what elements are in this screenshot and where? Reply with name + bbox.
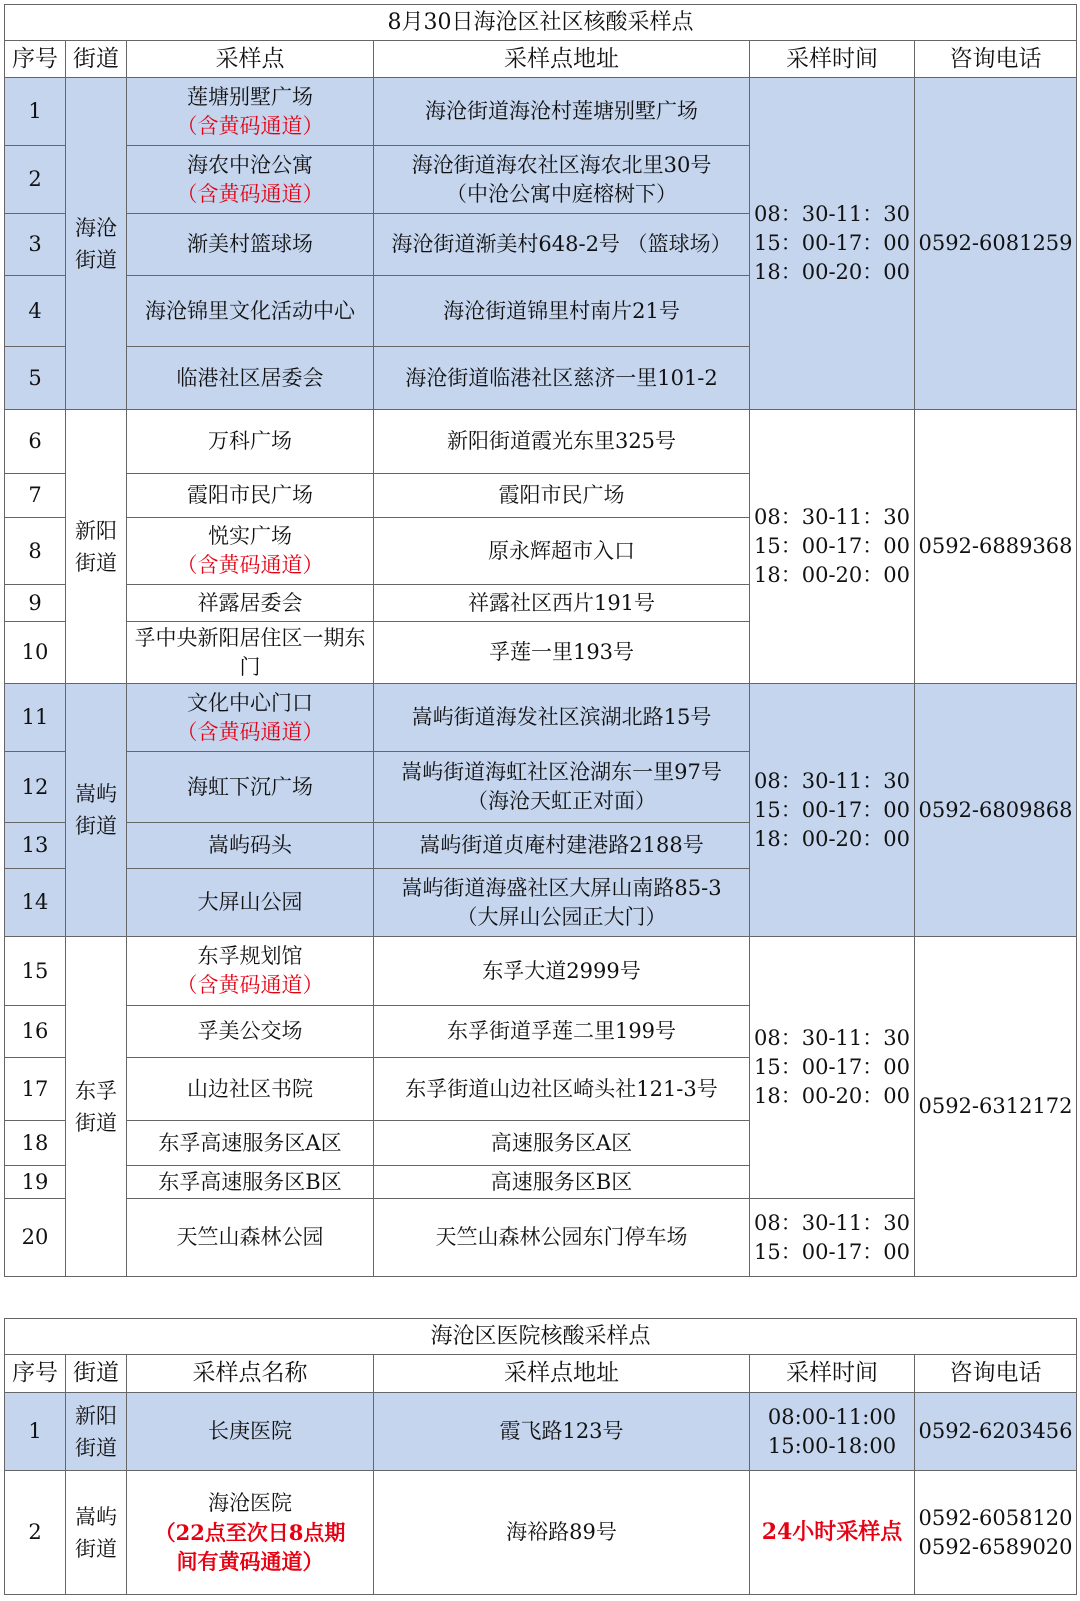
site-name: 东孚高速服务区A区 <box>127 1121 374 1166</box>
header-phone: 咨询电话 <box>915 41 1077 78</box>
table-title: 8月30日海沧区社区核酸采样点 <box>5 5 1077 41</box>
row-no: 1 <box>5 1393 66 1471</box>
yellow-code-note: （含黄码通道） <box>176 181 324 206</box>
row-no: 19 <box>5 1166 66 1199</box>
row-no: 18 <box>5 1121 66 1166</box>
header-street: 街道 <box>66 41 127 78</box>
header-time: 采样时间 <box>750 41 915 78</box>
site-address: 海沧街道海沧村莲塘别墅广场 <box>374 78 750 146</box>
site-name: 山边社区书院 <box>127 1058 374 1121</box>
site-name: 海虹下沉广场 <box>127 752 374 823</box>
sampling-time: 24小时采样点 <box>750 1471 915 1595</box>
site-name: 大屏山公园 <box>127 869 374 937</box>
row-no: 16 <box>5 1006 66 1058</box>
site-name: 东孚高速服务区B区 <box>127 1166 374 1199</box>
site-address: 东孚街道孚莲二里199号 <box>374 1006 750 1058</box>
row-no: 6 <box>5 410 66 474</box>
header-no: 序号 <box>5 1355 66 1393</box>
table-row <box>5 937 1077 1006</box>
yellow-code-note: （含黄码通道） <box>176 719 324 744</box>
header-street: 街道 <box>66 1355 127 1393</box>
site-address: 原永辉超市入口 <box>374 518 750 585</box>
site-address: 新阳街道霞光东里325号 <box>374 410 750 474</box>
row-no: 14 <box>5 869 66 937</box>
site-address: 东孚街道山边社区崎头社121-3号 <box>374 1058 750 1121</box>
site-address: 嵩屿街道海虹社区沧湖东一里97号 （海沧天虹正对面） <box>374 752 750 823</box>
table-row <box>5 1393 1077 1471</box>
row-no: 12 <box>5 752 66 823</box>
site-address: 海沧街道锦里村南片21号 <box>374 276 750 347</box>
row-no: 8 <box>5 518 66 585</box>
site-name: 海农中沧公寓 （含黄码通道） <box>127 146 374 214</box>
street-name: 新阳街道 <box>66 410 127 684</box>
row-no: 17 <box>5 1058 66 1121</box>
site-name: 孚中央新阳居住区一期东门 <box>127 622 374 684</box>
row-no: 10 <box>5 622 66 684</box>
community-sampling-table <box>4 4 1077 1277</box>
site-address: 祥露社区西片191号 <box>374 585 750 622</box>
site-address: 嵩屿街道海盛社区大屏山南路85-3 （大屏山公园正大门） <box>374 869 750 937</box>
row-no: 9 <box>5 585 66 622</box>
site-address: 霞阳市民广场 <box>374 474 750 518</box>
row-no: 2 <box>5 146 66 214</box>
row-no: 5 <box>5 347 66 410</box>
yellow-code-note: （含黄码通道） <box>176 113 324 138</box>
sampling-time: 08：30-11：30 15：00-17：00 <box>750 1199 915 1277</box>
site-address: 霞飞路123号 <box>374 1393 750 1471</box>
table-separator <box>4 1281 1076 1318</box>
site-name: 孚美公交场 <box>127 1006 374 1058</box>
table-title: 海沧区医院核酸采样点 <box>5 1319 1077 1355</box>
row-no: 2 <box>5 1471 66 1595</box>
table-row <box>5 410 1077 474</box>
row-no: 13 <box>5 823 66 869</box>
header-phone: 咨询电话 <box>915 1355 1077 1393</box>
sampling-time: 08：30-11：30 15：00-17：00 18：00-20：00 <box>750 410 915 684</box>
yellow-code-note: （22点至次日8点期间有黄码通道） <box>154 1520 346 1574</box>
site-address: 嵩屿街道海发社区滨湖北路15号 <box>374 684 750 752</box>
sampling-time: 08：30-11：30 15：00-17：00 18：00-20：00 <box>750 684 915 937</box>
site-name: 海沧锦里文化活动中心 <box>127 276 374 347</box>
phone-number: 0592-6203456 <box>915 1393 1077 1471</box>
header-address: 采样点地址 <box>374 1355 750 1393</box>
site-name: 祥露居委会 <box>127 585 374 622</box>
phone-number: 0592-6081259 <box>915 78 1077 410</box>
site-name: 嵩屿码头 <box>127 823 374 869</box>
row-no: 11 <box>5 684 66 752</box>
header-address: 采样点地址 <box>374 41 750 78</box>
site-name: 霞阳市民广场 <box>127 474 374 518</box>
site-address: 海裕路89号 <box>374 1471 750 1595</box>
street-name: 嵩屿街道 <box>66 684 127 937</box>
table-row <box>5 1471 1077 1595</box>
row-no: 20 <box>5 1199 66 1277</box>
header-time: 采样时间 <box>750 1355 915 1393</box>
site-address: 海沧街道临港社区慈济一里101-2 <box>374 347 750 410</box>
table-row <box>5 684 1077 752</box>
site-address: 海沧街道海农社区海农北里30号 （中沧公寓中庭榕树下） <box>374 146 750 214</box>
yellow-code-note: （含黄码通道） <box>176 973 324 997</box>
row-no: 15 <box>5 937 66 1006</box>
row-no: 1 <box>5 78 66 146</box>
sampling-time: 08：30-11：30 15：00-17：00 18：00-20：00 <box>750 937 915 1199</box>
row-no: 7 <box>5 474 66 518</box>
site-name: 海沧医院 （22点至次日8点期间有黄码通道） <box>127 1471 374 1595</box>
site-name: 东孚规划馆 （含黄码通道） <box>127 937 374 1006</box>
street-name: 嵩屿街道 <box>66 1471 127 1595</box>
street-name: 海沧街道 <box>66 78 127 410</box>
site-name: 文化中心门口 （含黄码通道） <box>127 684 374 752</box>
header-site: 采样点名称 <box>127 1355 374 1393</box>
yellow-code-note: （含黄码通道） <box>176 553 324 577</box>
site-address: 东孚大道2999号 <box>374 937 750 1006</box>
table-row <box>5 78 1077 146</box>
header-no: 序号 <box>5 41 66 78</box>
site-name: 悦实广场 （含黄码通道） <box>127 518 374 585</box>
sampling-time: 08：30-11：30 15：00-17：00 18：00-20：00 <box>750 78 915 410</box>
site-name: 临港社区居委会 <box>127 347 374 410</box>
site-name: 莲塘别墅广场 （含黄码通道） <box>127 78 374 146</box>
site-name: 天竺山森林公园 <box>127 1199 374 1277</box>
site-address: 嵩屿街道贞庵村建港路2188号 <box>374 823 750 869</box>
street-name: 东孚街道 <box>66 937 127 1277</box>
site-address: 海沧街道渐美村648-2号 （篮球场） <box>374 214 750 276</box>
phone-number: 0592-6058120 0592-6589020 <box>915 1471 1077 1595</box>
hospital-sampling-table <box>4 1318 1077 1595</box>
row-no: 4 <box>5 276 66 347</box>
site-name: 万科广场 <box>127 410 374 474</box>
phone-number: 0592-6889368 <box>915 410 1077 684</box>
header-site: 采样点 <box>127 41 374 78</box>
phone-number: 0592-6312172 <box>915 937 1077 1277</box>
site-address: 天竺山森林公园东门停车场 <box>374 1199 750 1277</box>
sampling-time: 08:00-11:00 15:00-18:00 <box>750 1393 915 1471</box>
street-name: 新阳街道 <box>66 1393 127 1471</box>
site-address: 高速服务区A区 <box>374 1121 750 1166</box>
site-address: 孚莲一里193号 <box>374 622 750 684</box>
site-name: 长庚医院 <box>127 1393 374 1471</box>
site-name: 渐美村篮球场 <box>127 214 374 276</box>
phone-number: 0592-6809868 <box>915 684 1077 937</box>
site-address: 高速服务区B区 <box>374 1166 750 1199</box>
row-no: 3 <box>5 214 66 276</box>
